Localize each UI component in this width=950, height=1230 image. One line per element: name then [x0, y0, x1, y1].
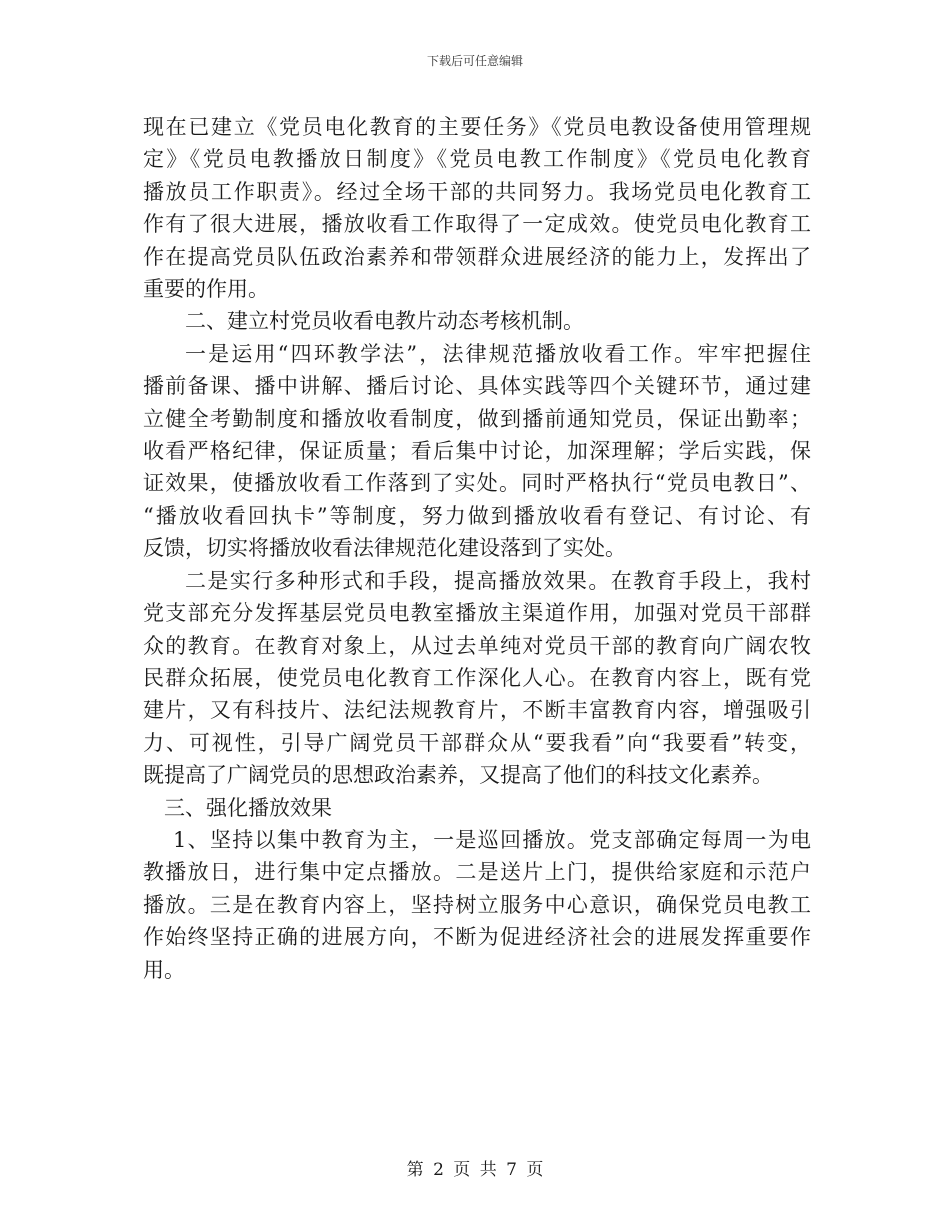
text-line: 三、强化播放效果: [164, 795, 332, 820]
text-line: 民群众拓展，使党员电化教育工作深化人心。在教育内容上，既有党: [143, 665, 811, 690]
text-line: 1、坚持以集中教育为主，一是巡回播放。党支部确定每周一为电: [173, 827, 811, 852]
page-footer: 第 2 页 共 7 页: [406, 1160, 544, 1180]
text-line: 众的教育。在教育对象上，从过去单纯对党员干部的教育向广阔农牧: [143, 633, 811, 658]
text-line: 现在已建立《党员电化教育的主要任务》《党员电教设备使用管理规: [143, 115, 811, 139]
page-header: 下载后可任意编辑: [426, 54, 523, 68]
text-line: 证效果，使播放收看工作落到了实处。同时严格执行“党员电教日”、: [143, 471, 811, 496]
text-line: 二是实行多种形式和手段，提高播放效果。在教育手段上，我村: [185, 568, 811, 593]
text-line: 二、建立村党员收看电教片动态考核机制。: [185, 309, 584, 334]
text-line: 作有了很大进展，播放收看工作取得了一定成效。使党员电化教育工: [143, 212, 811, 237]
text-line: 定》《党员电教播放日制度》《党员电教工作制度》《党员电化教育: [143, 147, 811, 172]
text-line: 作在提高党员队伍政治素养和带领群众进展经济的能力上，发挥出了: [143, 244, 811, 269]
text-line: “播放收看回执卡”等制度，努力做到播放收看有登记、有讨论、有: [143, 503, 811, 528]
text-line: 立健全考勤制度和播放收看制度，做到播前通知党员，保证出勤率；: [143, 406, 811, 431]
text-line: 一是运用“四环教学法”，法律规范播放收看工作。牢牢把握住: [185, 341, 811, 366]
document-body: [143, 111, 811, 986]
text-line: 播放。三是在教育内容上，坚持树立服务中心意识，确保党员电教工: [143, 892, 811, 917]
text-line: 收看严格纪律，保证质量；看后集中讨论，加深理解；学后实践，保: [143, 439, 811, 464]
text-line: 播放员工作职责》。经过全场干部的共同努力。我场党员电化教育工: [143, 179, 811, 204]
text-line: 力、可视性，引导广阔党员干部群众从“要我看”向“我要看”转变，: [143, 730, 811, 755]
text-line: 党支部充分发挥基层党员电教室播放主渠道作用，加强对党员干部群: [143, 601, 811, 626]
text-line: 用。: [143, 957, 185, 982]
text-line: 作始终坚持正确的进展方向，不断为促进经济社会的进展发挥重要作: [143, 925, 811, 950]
text-line: 既提高了广阔党员的思想政治素养，又提高了他们的科技文化素养。: [143, 763, 773, 788]
text-line: 反馈，切实将播放收看法律规范化建设落到了实处。: [143, 536, 626, 561]
text-line: 重要的作用。: [143, 277, 269, 302]
text-line: 建片，又有科技片、法纪法规教育片，不断丰富教育内容，增强吸引: [143, 698, 811, 723]
text-line: 教播放日，进行集中定点播放。二是送片上门，提供给家庭和示范户: [143, 860, 811, 885]
text-line: 播前备课、播中讲解、播后讨论、具体实践等四个关键环节，通过建: [143, 374, 811, 399]
